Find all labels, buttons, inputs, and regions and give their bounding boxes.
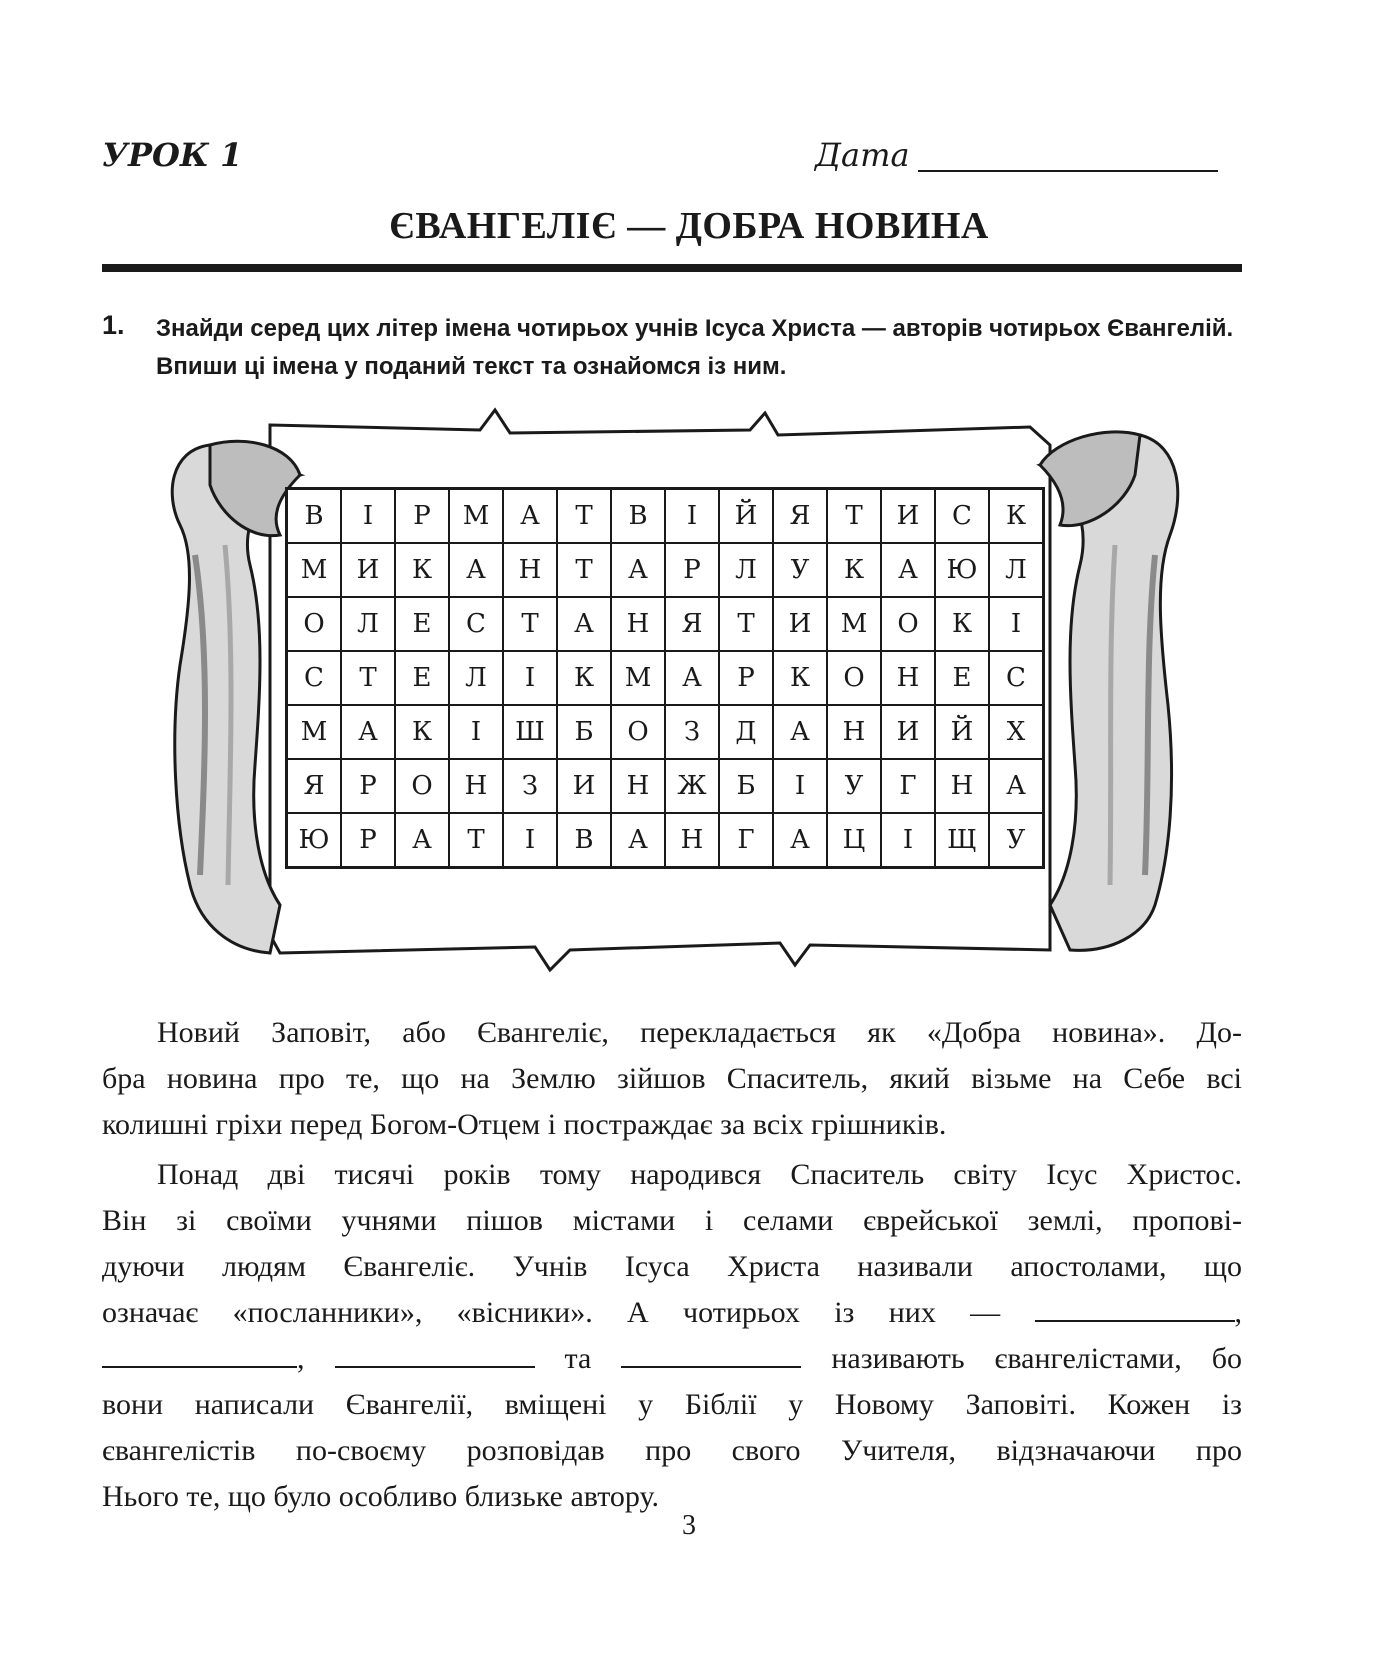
grid-cell[interactable]: Л — [989, 543, 1044, 597]
text-line — [102, 1290, 1242, 1336]
grid-cell[interactable]: І — [773, 759, 827, 813]
grid-cell[interactable]: М — [287, 705, 342, 759]
text-line: Новий Заповіт, або Євангеліє, перекладається як «Добра новина». До- — [157, 1016, 1242, 1049]
grid-cell[interactable]: К — [395, 543, 449, 597]
text-fragment: та — [564, 1342, 592, 1375]
grid-cell[interactable]: К — [827, 543, 881, 597]
text-fragment: означає «посланники», «вісники». А чотирьох із них — — [102, 1296, 1001, 1329]
grid-cell[interactable]: А — [611, 813, 665, 868]
grid-row — [287, 651, 1044, 705]
answer-blank-4[interactable] — [621, 1336, 801, 1368]
grid-cell[interactable]: Н — [503, 543, 557, 597]
grid-cell[interactable]: І — [665, 489, 719, 544]
grid-cell[interactable]: С — [449, 597, 503, 651]
grid-cell[interactable]: В — [611, 489, 665, 544]
grid-cell[interactable]: Щ — [935, 813, 989, 868]
grid-cell[interactable]: О — [287, 597, 342, 651]
grid-cell[interactable]: А — [341, 705, 395, 759]
grid-cell[interactable]: Н — [665, 813, 719, 868]
paragraph-2 — [102, 1152, 1242, 1520]
grid-cell[interactable]: Й — [935, 705, 989, 759]
grid-cell[interactable]: У — [827, 759, 881, 813]
grid-cell[interactable]: С — [935, 489, 989, 544]
grid-cell[interactable]: М — [449, 489, 503, 544]
grid-cell[interactable]: А — [665, 651, 719, 705]
grid-cell[interactable]: Б — [557, 705, 611, 759]
grid-cell[interactable]: Р — [665, 543, 719, 597]
grid-cell[interactable]: К — [557, 651, 611, 705]
text-line: вони написали Євангелії, вміщені у Біблії у Новому Заповіті. Кожен із — [102, 1388, 1242, 1421]
text-line: Понад дві тисячі років тому народився Спаситель світу Ісус Христос. — [157, 1158, 1242, 1191]
grid-cell[interactable]: И — [341, 543, 395, 597]
task-number: 1. — [102, 310, 125, 340]
grid-cell[interactable]: И — [773, 597, 827, 651]
grid-cell[interactable]: У — [773, 543, 827, 597]
page-number: 3 — [682, 1510, 696, 1541]
grid-cell[interactable]: Н — [881, 651, 935, 705]
grid-cell[interactable]: А — [449, 543, 503, 597]
grid-cell[interactable]: І — [503, 651, 557, 705]
grid-cell[interactable]: О — [611, 705, 665, 759]
grid-cell[interactable]: С — [287, 651, 342, 705]
grid-cell[interactable]: Ш — [503, 705, 557, 759]
task-instruction: Знайди серед цих літер імена чотирьох учнів Ісуса Христа — авторів чотирьох Євангелій. Впиши ці імена у поданий текст та ознайомся із ним. — [156, 315, 1234, 380]
answer-blank-1[interactable] — [1035, 1290, 1235, 1322]
grid-cell[interactable]: Б — [719, 759, 773, 813]
text-line: Він зі своїми учнями пішов містами і селами єврейської землі, пропові- — [102, 1204, 1242, 1237]
grid-cell[interactable]: Р — [719, 651, 773, 705]
grid-cell[interactable]: І — [503, 813, 557, 868]
grid-cell[interactable]: Т — [449, 813, 503, 868]
grid-cell[interactable]: Т — [827, 489, 881, 544]
paragraph-1 — [102, 1010, 1242, 1148]
grid-cell[interactable]: А — [611, 543, 665, 597]
grid-cell[interactable]: В — [557, 813, 611, 868]
answer-blank-3[interactable] — [335, 1336, 535, 1368]
text-fragment: називають євангелістами, бо — [831, 1342, 1243, 1375]
grid-cell[interactable]: Т — [719, 597, 773, 651]
text-line: євангелістів по-своєму розповідав про свого Учителя, відзначаючи про — [102, 1434, 1242, 1467]
grid-cell[interactable]: А — [773, 813, 827, 868]
grid-cell[interactable]: Н — [827, 705, 881, 759]
grid-cell[interactable]: И — [557, 759, 611, 813]
text-line — [102, 1336, 1242, 1382]
text-line: Нього те, що було особливо близьке автору. — [102, 1480, 660, 1513]
answer-blank-2[interactable] — [102, 1336, 297, 1368]
grid-cell[interactable]: Г — [719, 813, 773, 868]
grid-cell[interactable]: Т — [557, 489, 611, 544]
text-fragment: , — [297, 1342, 305, 1375]
grid-cell[interactable]: Н — [935, 759, 989, 813]
grid-row — [287, 489, 1044, 544]
grid-cell[interactable]: М — [611, 651, 665, 705]
grid-cell[interactable]: А — [557, 597, 611, 651]
word-search-grid — [285, 487, 1045, 869]
grid-cell[interactable]: Ц — [827, 813, 881, 868]
grid-cell[interactable]: А — [989, 759, 1044, 813]
date-field[interactable] — [918, 170, 1218, 172]
grid-cell[interactable]: У — [989, 813, 1044, 868]
grid-cell[interactable]: Т — [341, 651, 395, 705]
grid-cell[interactable]: Я — [665, 597, 719, 651]
text-fragment: , — [1234, 1296, 1242, 1329]
grid-row — [287, 759, 1044, 813]
grid-cell[interactable]: К — [935, 597, 989, 651]
grid-cell[interactable]: М — [287, 543, 342, 597]
grid-cell[interactable]: К — [989, 489, 1044, 544]
grid-cell[interactable]: Ю — [287, 813, 342, 868]
grid-cell[interactable]: Л — [719, 543, 773, 597]
grid-cell[interactable]: Р — [395, 489, 449, 544]
grid-cell[interactable]: А — [503, 489, 557, 544]
date-label: Дата — [815, 136, 910, 174]
grid-cell[interactable]: З — [665, 705, 719, 759]
grid-cell[interactable]: З — [503, 759, 557, 813]
grid-cell[interactable]: М — [827, 597, 881, 651]
grid-cell[interactable]: Т — [557, 543, 611, 597]
grid-cell[interactable]: А — [773, 705, 827, 759]
grid-cell[interactable]: Г — [881, 759, 935, 813]
grid-cell[interactable]: Н — [611, 759, 665, 813]
grid-cell[interactable]: А — [395, 813, 449, 868]
grid-row — [287, 543, 1044, 597]
grid-cell[interactable]: І — [989, 597, 1044, 651]
grid-cell[interactable]: О — [881, 597, 935, 651]
grid-cell[interactable]: В — [287, 489, 342, 544]
grid-cell[interactable]: І — [449, 705, 503, 759]
grid-cell[interactable]: Е — [395, 651, 449, 705]
grid-cell[interactable]: Ю — [935, 543, 989, 597]
grid-cell[interactable]: Е — [395, 597, 449, 651]
grid-cell[interactable]: Д — [719, 705, 773, 759]
grid-row — [287, 597, 1044, 651]
grid-cell[interactable]: А — [881, 543, 935, 597]
grid-cell[interactable]: Н — [449, 759, 503, 813]
grid-cell[interactable]: І — [341, 489, 395, 544]
grid-cell[interactable]: И — [881, 489, 935, 544]
grid-cell[interactable]: Й — [719, 489, 773, 544]
grid-cell[interactable]: Р — [341, 759, 395, 813]
lesson-label: УРОК 1 — [102, 136, 243, 174]
grid-cell[interactable]: С — [989, 651, 1044, 705]
text-line: дуючи людям Євангеліє. Учнів Ісуса Христа називали апостолами, що — [102, 1250, 1242, 1283]
grid-cell[interactable]: Х — [989, 705, 1044, 759]
text-line: бра новина про те, що на Землю зійшов Спаситель, який візьме на Себе всі — [102, 1062, 1242, 1095]
grid-cell[interactable]: К — [773, 651, 827, 705]
grid-cell[interactable]: Р — [341, 813, 395, 868]
grid-cell[interactable]: Л — [341, 597, 395, 651]
grid-cell[interactable]: И — [881, 705, 935, 759]
grid-row — [287, 705, 1044, 759]
grid-cell[interactable]: Л — [449, 651, 503, 705]
grid-cell[interactable]: Т — [503, 597, 557, 651]
text-line: колишні гріхи перед Богом-Отцем і постраждає за всіх грішників. — [102, 1108, 947, 1141]
grid-cell[interactable]: І — [881, 813, 935, 868]
grid-cell[interactable]: Я — [287, 759, 342, 813]
grid-row — [287, 813, 1044, 868]
grid-cell[interactable]: О — [827, 651, 881, 705]
page-title: ЄВАНГЕЛІЄ — ДОБРА НОВИНА — [389, 205, 989, 247]
grid-cell[interactable]: К — [395, 705, 449, 759]
grid-cell[interactable]: Я — [773, 489, 827, 544]
title-divider — [102, 264, 1242, 272]
grid-cell[interactable]: Е — [935, 651, 989, 705]
grid-cell[interactable]: О — [395, 759, 449, 813]
grid-cell[interactable]: Н — [611, 597, 665, 651]
grid-cell[interactable]: Ж — [665, 759, 719, 813]
